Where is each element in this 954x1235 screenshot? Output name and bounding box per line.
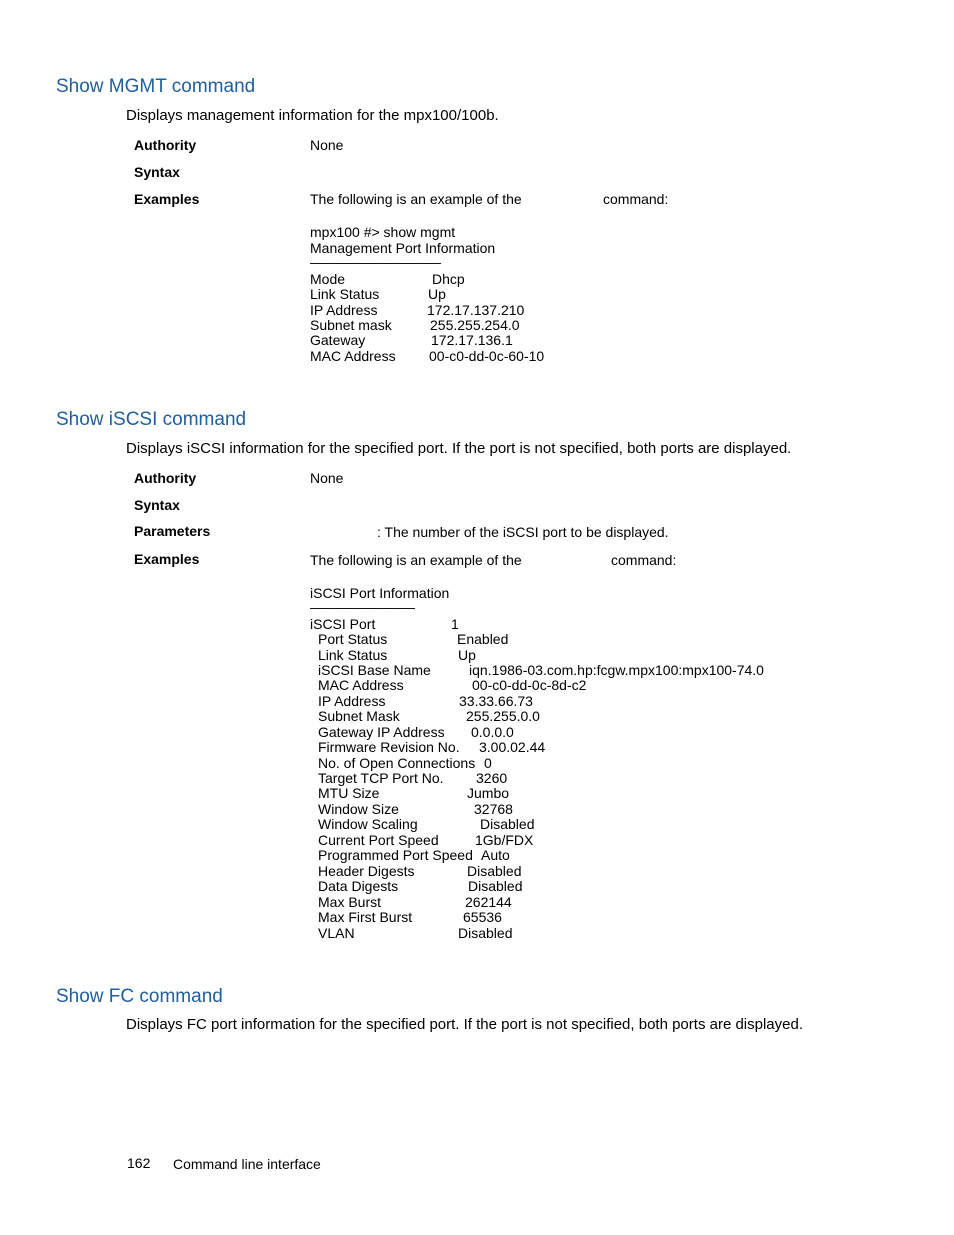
section-title-fc: Show FC command bbox=[56, 986, 223, 1007]
authority-value: None bbox=[310, 137, 344, 153]
iscsi-value: 1Gb/FDX bbox=[475, 832, 534, 848]
iscsi-value: 3260 bbox=[476, 770, 508, 786]
example-rule: —————————— bbox=[310, 254, 440, 270]
section-title-iscsi: Show iSCSI command bbox=[56, 409, 247, 430]
iscsi-value: 33.33.66.73 bbox=[459, 693, 533, 709]
iscsi-key: IP Address bbox=[318, 693, 386, 709]
examples-label: Examples bbox=[134, 191, 200, 207]
iscsi-value: 32768 bbox=[474, 801, 513, 817]
page-number: 162 bbox=[127, 1155, 151, 1171]
section-description-mgmt: Displays management information for the mpx100/100b. bbox=[126, 107, 499, 124]
iscsi-key: VLAN bbox=[318, 925, 355, 941]
iscsi-value: Up bbox=[458, 647, 476, 663]
example-intro: The following is an example of the bbox=[310, 552, 522, 568]
mgmt-key: Link Status bbox=[310, 286, 380, 302]
iscsi-value: 0 bbox=[484, 755, 492, 771]
iscsi-key: Target TCP Port No. bbox=[318, 770, 444, 786]
mgmt-key: IP Address bbox=[310, 302, 378, 318]
iscsi-key: Window Scaling bbox=[318, 816, 418, 832]
examples-label: Examples bbox=[134, 551, 200, 567]
iscsi-key: Programmed Port Speed bbox=[318, 847, 473, 863]
iscsi-key: Link Status bbox=[318, 647, 388, 663]
mgmt-key: Mode bbox=[310, 271, 346, 287]
authority-label: Authority bbox=[134, 470, 197, 486]
iscsi-value: Auto bbox=[481, 847, 510, 863]
example-intro: The following is an example of the bbox=[310, 191, 522, 207]
mgmt-key: Gateway bbox=[310, 332, 366, 348]
example-tail: command: bbox=[611, 552, 677, 568]
mgmt-value: 00-c0-dd-0c-60-10 bbox=[429, 348, 545, 364]
iscsi-value: 00-c0-dd-0c-8d-c2 bbox=[472, 677, 587, 693]
iscsi-key: Max First Burst bbox=[318, 909, 413, 925]
iscsi-key: Header Digests bbox=[318, 863, 415, 879]
mgmt-value: 172.17.136.1 bbox=[431, 332, 513, 348]
parameters-label: Parameters bbox=[134, 523, 211, 539]
iscsi-value: Disabled bbox=[458, 925, 513, 941]
example-heading: Management Port Information bbox=[310, 240, 496, 256]
iscsi-value: 3.00.02.44 bbox=[479, 739, 546, 755]
iscsi-key: Gateway IP Address bbox=[318, 724, 445, 740]
iscsi-key: Port Status bbox=[318, 631, 388, 647]
iscsi-value: Jumbo bbox=[467, 785, 510, 801]
iscsi-port-key: iSCSI Port bbox=[310, 616, 376, 632]
mgmt-value: Up bbox=[428, 286, 446, 302]
iscsi-value: Disabled bbox=[468, 878, 523, 894]
iscsi-key: MTU Size bbox=[318, 785, 380, 801]
mgmt-key: Subnet mask bbox=[310, 317, 392, 333]
footer-section-name: Command line interface bbox=[173, 1156, 321, 1172]
syntax-label: Syntax bbox=[134, 497, 180, 513]
authority-label: Authority bbox=[134, 137, 197, 153]
iscsi-key: Firmware Revision No. bbox=[318, 739, 460, 755]
example-tail: command: bbox=[603, 191, 669, 207]
iscsi-value: 65536 bbox=[463, 909, 502, 925]
iscsi-value: 255.255.0.0 bbox=[466, 708, 540, 724]
iscsi-key: Window Size bbox=[318, 801, 399, 817]
mgmt-value: Dhcp bbox=[432, 271, 465, 287]
iscsi-port-value: 1 bbox=[451, 616, 459, 632]
mgmt-value: 255.255.254.0 bbox=[430, 317, 520, 333]
iscsi-key: Data Digests bbox=[318, 878, 399, 894]
iscsi-key: Max Burst bbox=[318, 894, 382, 910]
example-heading: iSCSI Port Information bbox=[310, 585, 450, 601]
mgmt-key: MAC Address bbox=[310, 348, 396, 364]
section-title-mgmt: Show MGMT command bbox=[56, 76, 256, 97]
iscsi-key: Subnet Mask bbox=[318, 708, 400, 724]
syntax-label: Syntax bbox=[134, 164, 180, 180]
example-rule: ———————— bbox=[310, 599, 414, 615]
section-description-fc: Displays FC port information for the specified port. If the port is not specified, both ports are displayed. bbox=[126, 1016, 803, 1033]
iscsi-value: Disabled bbox=[467, 863, 522, 879]
iscsi-key: iSCSI Base Name bbox=[318, 662, 431, 678]
mgmt-value: 172.17.137.210 bbox=[427, 302, 525, 318]
iscsi-key: No. of Open Connections bbox=[318, 755, 476, 771]
section-description-iscsi: Displays iSCSI information for the specified port. If the port is not specified, both ports are displayed. bbox=[126, 440, 792, 457]
iscsi-value: Enabled bbox=[457, 631, 509, 647]
iscsi-value: Disabled bbox=[480, 816, 535, 832]
example-command: mpx100 #> show mgmt bbox=[310, 224, 456, 240]
iscsi-value: 0.0.0.0 bbox=[471, 724, 514, 740]
iscsi-value: iqn.1986-03.com.hp:fcgw.mpx100:mpx100-74.0 bbox=[469, 662, 764, 678]
authority-value: None bbox=[310, 470, 344, 486]
iscsi-key: MAC Address bbox=[318, 677, 404, 693]
iscsi-value: 262144 bbox=[465, 894, 512, 910]
parameters-value: : The number of the iSCSI port to be displayed. bbox=[377, 524, 669, 540]
iscsi-key: Current Port Speed bbox=[318, 832, 439, 848]
